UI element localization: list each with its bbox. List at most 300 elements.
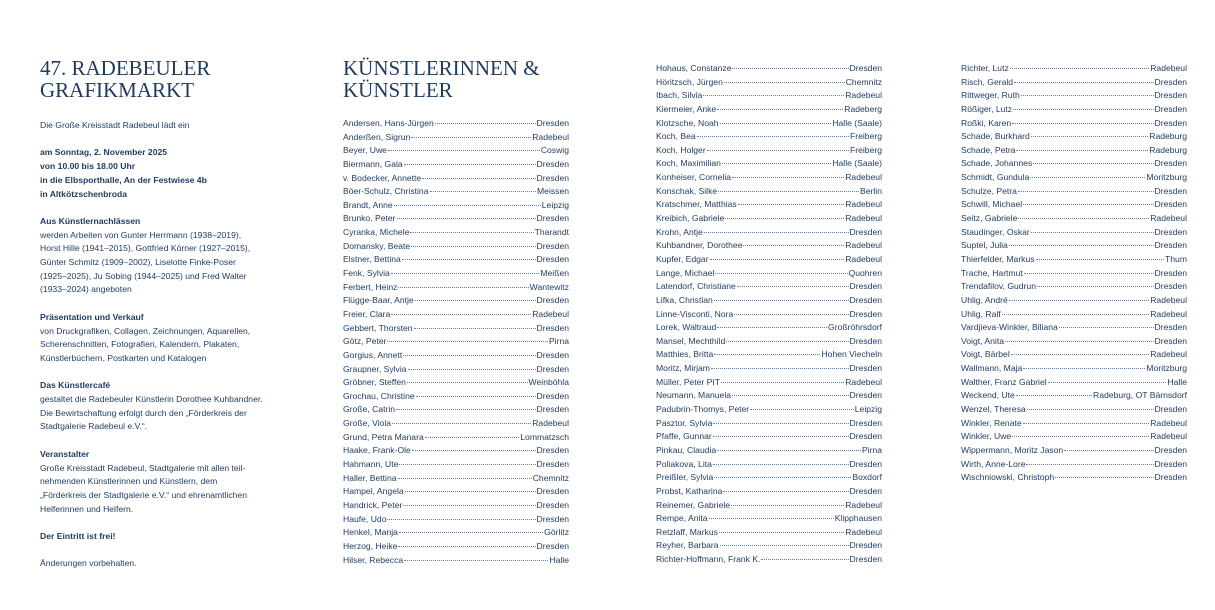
dot-leader [703,89,844,96]
artist-name: Grochau, Christine [343,390,415,401]
artist-name: Gröbner, Steffen [343,377,406,388]
artist-name: Mansel, Mechthild [656,335,726,346]
dot-leader [1024,267,1154,274]
artist-city: Halle [549,554,569,565]
artist-city: Hohen Viecheln [821,349,882,360]
artist-entry [656,526,882,540]
dot-leader [415,294,536,301]
event-details [40,119,300,585]
artist-name: Wippermann, Moritz Jason [961,444,1064,455]
artist-entry [656,321,882,335]
artist-city: Dresden [849,294,882,305]
artist-entry [961,239,1187,253]
artist-entry [656,239,882,253]
artist-city: Meißen [540,268,569,279]
artist-name: Haufe, Udo [343,513,387,524]
estates-line: werden Arbeiten von Gunter Herrmann (1938–2019), [40,229,242,240]
artist-entry [656,430,882,444]
artist-city: Freiberg [850,144,882,155]
artist-city: Lommatzsch [520,431,569,442]
artist-entry [343,335,569,349]
artist-name: Flügge-Baar, Antje [343,295,414,306]
artist-city: Radebeul [845,172,882,183]
artist-list [961,62,1187,485]
dot-leader [704,226,849,233]
artist-entry [656,376,882,390]
artist-name: Gorgius, Annett [343,349,403,360]
artist-city: Dresden [536,445,569,456]
estates-section [40,215,300,297]
artist-name: Lifka, Christian [656,294,713,305]
artist-city: Dresden [536,322,569,333]
dot-leader [1048,376,1167,383]
dot-leader [410,226,533,233]
artist-entry [961,103,1187,117]
dot-leader [722,157,831,164]
artist-name: Uhlig, Ralf [961,308,1001,319]
artist-city: Radebeul [845,90,882,101]
intro-text: Die Große Kreisstadt Radebeul lädt ein [40,120,190,130]
artist-city: Klipphausen [834,513,882,524]
artist-city: Wantewitz [529,281,569,292]
dot-leader [422,172,535,179]
artist-entry [343,131,569,145]
dot-leader [711,362,849,369]
artist-city: Dresden [849,458,882,469]
dot-leader [709,512,834,519]
artist-entry [656,103,882,117]
artist-entry [343,390,569,404]
dot-leader [1013,103,1153,110]
artist-entry [961,348,1187,362]
dot-leader [1021,89,1154,96]
artist-entry [961,430,1187,444]
artist-name: Große, Viola [343,418,392,429]
artist-name: Andersen, Hans-Jürgen [343,118,434,128]
artist-name: Henkel, Manja [343,527,398,538]
dot-leader [391,308,531,315]
artist-name: Klotzsche, Noah [656,117,719,128]
artist-name: Trendafilov, Gudrun [961,281,1036,292]
dot-leader [387,335,547,342]
artist-name: Cyranka, Michele [343,227,410,238]
dot-leader [738,198,844,205]
artist-city: Radebeul [1150,294,1187,305]
artist-city: Dresden [1154,444,1187,455]
dot-leader [725,212,844,219]
artist-city: Radebeul [532,308,569,319]
artist-entry [656,226,882,240]
presentation-section [40,311,300,366]
artist-entry [343,240,569,254]
artist-entry [656,253,882,267]
dot-leader [713,430,849,437]
artist-city: Radebeul [532,131,569,142]
dot-leader [1023,362,1145,369]
artist-city: Dresden [849,363,882,374]
artist-entry [656,362,882,376]
artist-name: Trache, Hartmut [961,267,1023,278]
artist-city: Pirna [548,336,569,347]
artist-city: Dresden [849,390,882,401]
artist-entry [961,253,1187,267]
artist-entry [961,389,1187,403]
dot-leader [1014,76,1153,83]
artist-entry [656,76,882,90]
artist-name: Schwill, Michael [961,199,1023,210]
artist-city: Weinböhla [528,377,569,388]
artist-city: Radebeul [1150,417,1187,428]
artist-name: Schade, Petra [961,144,1016,155]
artist-city: Radebeul [845,199,882,210]
artist-name: Rößiger, Lutz [961,103,1013,114]
dot-leader [402,253,536,260]
dot-leader [707,144,849,151]
artist-entry [961,458,1187,472]
artist-city: Dresden [536,540,569,551]
cafe-heading: Das Künstlercafé [40,380,111,391]
dot-leader [734,308,848,315]
artist-name: Gebbert, Thorsten [343,322,413,333]
artist-name: Hohaus, Constanze [656,63,732,73]
artist-city: Radeburg [1149,131,1187,142]
dot-leader [394,199,541,206]
dot-leader [1016,144,1148,151]
dot-leader [714,294,849,301]
artist-entry [343,185,569,199]
dot-leader [717,444,861,451]
artist-entry [961,226,1187,240]
artist-city: Dresden [1154,267,1187,278]
artist-city: Radebeul [532,418,569,429]
dot-leader [399,526,543,533]
dot-leader [1012,430,1149,437]
artist-entry [656,89,882,103]
artist-entry [656,294,882,308]
cafe-line: gestaltet die Radebeuler Künstlerin Dorothee Kuhbandner. [40,394,263,404]
dot-leader [387,513,535,520]
artist-name: Kiermeier, Anke [656,103,717,114]
artist-name: Rempe, Anita [656,513,708,524]
dot-leader [396,403,535,410]
artist-entry [656,403,882,417]
artist-name: Schade, Johannes [961,158,1033,169]
artist-city: Freiberg [850,131,882,142]
artist-name: Thierfelder, Markus [961,253,1035,264]
artist-entry [656,512,882,526]
dot-leader [1009,294,1149,301]
artist-entry [961,376,1187,390]
artist-city: Dresden [536,118,569,128]
artist-name: Schulze, Petra [961,185,1017,196]
artist-name: Vardjieva-Winkler, Biliana [961,322,1058,333]
artist-entry [656,144,882,158]
dot-leader [710,253,845,260]
artist-city: Radebeul [845,376,882,387]
artist-city: Boxdorf [852,472,882,483]
artist-city: Dresden [849,485,882,496]
artist-entry [343,554,569,568]
dot-leader [1023,417,1150,424]
dot-leader [416,390,536,397]
dot-leader [404,158,536,165]
artist-city: Dresden [1154,226,1187,237]
dot-leader [1036,253,1164,260]
event-title: 47. RADEBEULER GRAFIKMARKT [40,56,211,102]
cafe-line: Die Bewirtschaftung erfolgt durch den „Förderkreis der [40,407,247,418]
dot-leader [731,499,844,506]
dot-leader [1018,212,1149,219]
organizer-line: Helferinnen und Helfern. [40,503,134,514]
artist-city: Radebeul [1150,213,1187,224]
artist-name: Freier, Clara [343,308,391,319]
artist-city: Dresden [849,308,882,319]
dot-leader [398,540,535,547]
artist-entry [961,444,1187,458]
artist-city: Dresden [849,417,882,428]
dot-leader [724,76,845,83]
estates-heading: Aus Künstlernachlässen [40,215,141,226]
artist-entry [343,117,569,131]
artist-entry [656,335,882,349]
artist-city: Radebeul [1150,63,1187,73]
artist-entry [656,62,882,76]
artist-name: Linne-Visconti, Nora [656,308,734,319]
artist-city: Halle (Saale) [832,117,882,128]
artist-entry [656,212,882,226]
artist-entry [343,226,569,240]
dot-leader [1037,280,1154,287]
artist-name: Wirth, Anne-Lore [961,458,1026,469]
artist-name: Richter, Lutz [961,63,1009,73]
artist-entry [961,130,1187,144]
artist-city: Dresden [536,213,569,224]
artist-name: Kratschmer, Matthias [656,199,737,210]
dot-leader [398,472,532,479]
dot-leader [397,212,536,219]
venue-line: in die Elbsporthalle, An der Festwiese 4b [40,174,207,185]
artist-city: Dresden [1154,322,1187,333]
artist-name: Böer-Schulz, Christina [343,186,429,197]
artist-city: Dresden [536,172,569,183]
artist-entry [343,267,569,281]
dot-leader [721,376,844,383]
artist-city: Halle (Saale) [832,158,882,169]
artist-entry [656,185,882,199]
artist-city: Dresden [1154,90,1187,101]
district-line: in Altkötzschenbroda [40,188,128,199]
artist-name: Grund, Petra Manara [343,431,424,442]
artist-city: Dresden [849,431,882,442]
organizer-section [40,448,300,517]
artist-name: Kuhbandner, Dorothee [656,240,743,251]
artist-name: Roßki, Karen [961,117,1012,128]
artist-city: Radebeul [845,213,882,224]
artist-name: Uhlig, André [961,294,1008,305]
cafe-section [40,379,300,434]
dot-leader [1031,226,1154,233]
artist-list [343,117,569,567]
artist-entry [343,281,569,295]
artist-entry [343,444,569,458]
artist-city: Dresden [1154,117,1187,128]
artist-name: Höritzsch, Jürgen [656,76,723,87]
artist-city: Dresden [1154,103,1187,114]
artist-entry [656,280,882,294]
organizer-heading: Veranstalter [40,448,90,459]
dot-leader [399,458,535,465]
artist-city: Dresden [1154,458,1187,469]
artist-name: Wallmann, Maja [961,363,1023,374]
artist-name: Haller, Bettina [343,472,397,483]
artist-entry [961,321,1187,335]
artist-city: Dresden [536,240,569,251]
presentation-heading: Präsentation und Verkauf [40,311,144,322]
artist-city: Dresden [536,390,569,401]
artist-city: Leipzig [854,404,882,415]
dot-leader [408,363,536,370]
artist-name: Ferbert, Heinz [343,281,398,292]
estates-line: Günter Schmitz (1909–2002), Liselotte Finke-Poser [40,257,236,267]
artist-city: Dresden [536,363,569,374]
dot-leader [726,335,848,342]
artist-entry [656,198,882,212]
artist-name: Müller, Peter PIT [656,376,720,387]
artist-entry [343,526,569,540]
artist-city: Halle [1167,376,1187,387]
dot-leader [398,281,528,288]
artist-name: Winkler, Renate [961,417,1022,428]
dot-leader [714,348,820,355]
artist-city: Radeberg [844,103,882,114]
dot-leader [737,280,849,287]
dot-leader [1010,62,1149,69]
artist-name: Kreibich, Gabriele [656,213,725,224]
dot-leader [723,485,848,492]
dot-leader [717,321,827,328]
artist-city: Dresden [1154,199,1187,210]
dot-leader [412,444,536,451]
artist-city: Dresden [849,554,882,565]
artist-city: Dresden [1154,76,1187,87]
dot-leader [720,117,832,124]
artist-city: Meissen [537,186,569,197]
presentation-line: Scherenschnitten, Fotografien, Kalendern, Plakaten, [40,339,240,350]
artist-entry [961,267,1187,281]
artist-name: Biermann, Gala [343,158,403,169]
artist-entry [656,267,882,281]
artist-name: Graupner, Sylvia [343,363,407,374]
artist-name: Herzog, Heike [343,540,398,551]
artist-name: Anderßen, Sigrun [343,131,411,142]
artist-entry [343,158,569,172]
artist-name: Poliakova, Lita [656,458,712,469]
artist-entry [656,471,882,485]
artist-entry [961,117,1187,131]
artist-city: Dresden [1154,158,1187,169]
artist-name: Moritz, Mirjam [656,363,710,374]
artist-city: Quohren [848,267,882,278]
artist-city: Großröhrsdorf [828,322,882,333]
dot-leader [713,417,848,424]
artist-entry [343,499,569,513]
artist-entry [343,458,569,472]
artist-city: Dresden [849,335,882,346]
dot-leader [1064,444,1153,451]
artist-city: Tharandt [534,227,569,238]
artist-name: Konheiser, Cornelia [656,172,732,183]
artist-city: Dresden [1154,240,1187,251]
artist-entry [343,472,569,486]
artist-entry [656,458,882,472]
dot-leader [714,471,851,478]
dot-leader [435,117,536,124]
artist-name: Brandt, Anne [343,199,393,210]
artist-city: Dresden [536,295,569,306]
artist-entry [343,212,569,226]
artist-name: Wischniowski, Christoph [961,472,1055,483]
artist-name: Schmidt, Gundula [961,172,1030,183]
dot-leader [430,185,537,192]
artist-entry [656,539,882,553]
artist-entry [961,403,1187,417]
time-line: von 10.00 bis 18.00 Uhr [40,161,136,172]
artist-entry [343,485,569,499]
artist-city: Radeburg [1149,144,1187,155]
artist-entry [656,308,882,322]
organizer-line: „Förderkreis der Stadtgalerie e.V.“ und ehrenamtlichen [40,489,247,500]
artist-name: Weckend, Ute [961,390,1015,401]
dot-leader [403,349,535,356]
artist-city: Radebeul [845,240,882,251]
artist-city: Coswig [540,145,569,156]
artist-city: Radebeul [845,499,882,510]
free-entry: Der Eintritt ist frei! [40,531,116,541]
artist-city: Radebeul [1150,308,1187,319]
artist-entry [656,117,882,131]
artist-name: Koch, Maximilian [656,158,721,169]
dot-leader [414,322,536,329]
dot-leader [750,403,854,410]
artist-entry [961,417,1187,431]
artist-entry [343,513,569,527]
artist-entry [961,89,1187,103]
dot-leader [411,240,535,247]
dot-leader [411,131,531,138]
artist-name: Hampel, Angela [343,486,404,497]
artist-city: Dresden [849,226,882,237]
artist-name: Pinkau, Claudia [656,444,717,455]
artist-city: Radebeul [845,253,882,264]
artist-name: Große, Catrin [343,404,396,415]
artist-entry [343,431,569,445]
dot-leader [403,499,535,506]
artist-city: Radeburg, OT Bärnsdorf [1093,390,1187,401]
artist-name: Probst, Katharina [656,485,723,496]
dot-leader [1011,348,1149,355]
artist-city: Radebeul [1150,431,1187,442]
artist-entry [961,185,1187,199]
artist-city: Dresden [536,254,569,265]
artist-city: Chemnitz [532,472,569,483]
artist-name: Risch, Gerald [961,76,1014,87]
dot-leader [761,553,848,560]
artist-city: Radebeul [845,526,882,537]
artist-name: Seitz, Gabriele [961,213,1018,224]
dot-leader [405,485,536,492]
dot-leader [1055,471,1153,478]
organizer-line: nehmenden Künstlerinnen und Künstlern, dem [40,476,218,487]
